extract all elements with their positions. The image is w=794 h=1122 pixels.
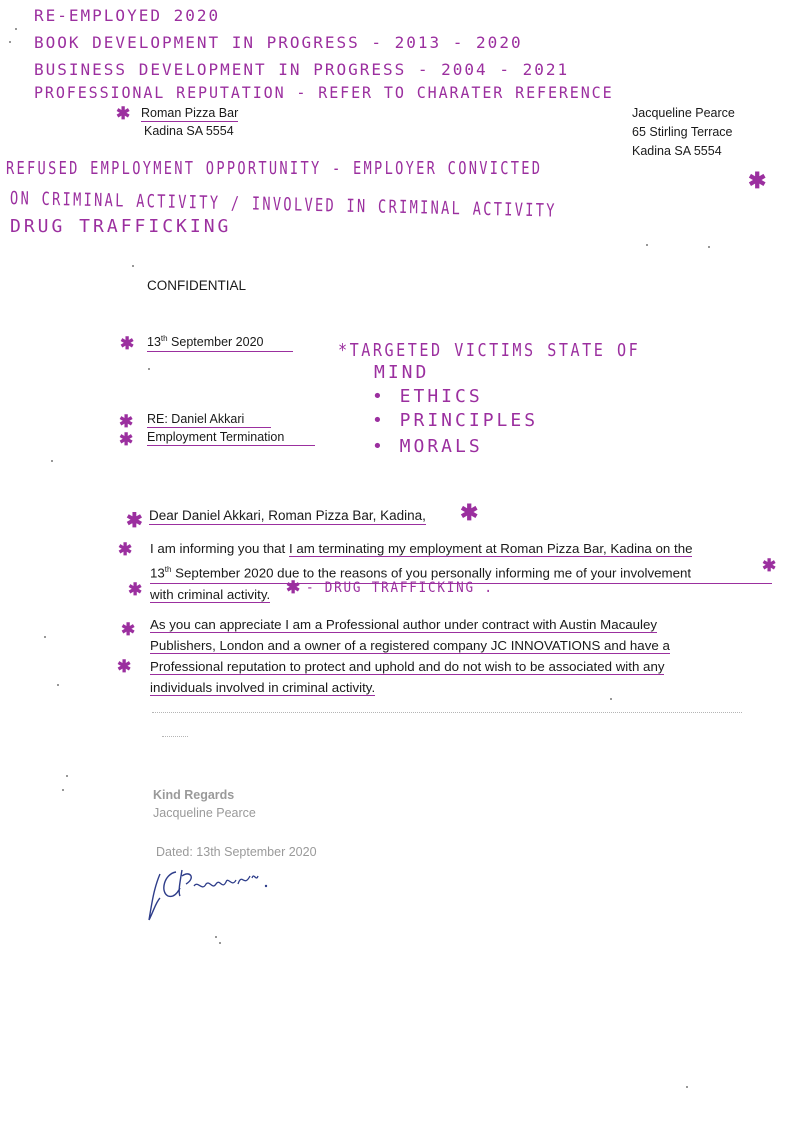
asterisk-mark: ✱ xyxy=(120,334,135,353)
handwritten-side-line-1: *TARGETED VICTIMS STATE OF xyxy=(338,340,641,361)
signature-graphic xyxy=(146,862,276,924)
scan-speck xyxy=(148,368,150,370)
handwritten-side-line-5: • MORALS xyxy=(372,436,483,457)
scan-speck xyxy=(66,775,68,777)
asterisk-mark: ✱ xyxy=(762,556,777,575)
scan-speck xyxy=(9,41,11,43)
asterisk-mark: ✱ xyxy=(286,578,301,597)
asterisk-mark: ✱ xyxy=(748,168,767,193)
handwritten-header-line-2: BOOK DEVELOPMENT IN PROGRESS - 2013 - 2020 xyxy=(34,33,523,52)
scan-speck xyxy=(62,789,64,791)
scan-speck xyxy=(51,460,53,462)
faded-text-line xyxy=(152,712,742,715)
asterisk-mark: ✱ xyxy=(116,104,131,123)
paragraph-2-line-3 xyxy=(150,656,790,677)
asterisk-mark: ✱ xyxy=(118,540,133,559)
scan-speck xyxy=(215,936,217,938)
paragraph-2-line-1-text: As you can appreciate I am a Professional author under contract with Austin Macauley xyxy=(150,617,658,632)
recipient-name: Roman Pizza Bar xyxy=(141,106,239,120)
sender-street: 65 Stirling Terrace xyxy=(632,125,733,139)
asterisk-mark: ✱ xyxy=(119,430,134,449)
scan-speck xyxy=(132,265,134,267)
paragraph-1-lead: I am informing you that xyxy=(150,541,289,556)
handwritten-side-line-3: • ETHICS xyxy=(372,386,483,407)
scan-speck xyxy=(686,1086,688,1088)
sender-city: Kadina SA 5554 xyxy=(632,144,722,158)
scan-speck xyxy=(15,28,17,30)
paragraph-1-key-statement: I am terminating my employment at Roman Pizza Bar, Kadina on the xyxy=(288,541,693,556)
paragraph-1-line-2-text: September 2020 due to the reasons of you personally informing me of your involvement xyxy=(171,565,692,581)
asterisk-mark: ✱ xyxy=(126,510,143,532)
letter-date xyxy=(147,334,293,352)
handwritten-side-line-4: • PRINCIPLES xyxy=(372,410,539,431)
closing: Kind Regards xyxy=(153,788,235,802)
paragraph-1-day: 13 xyxy=(150,565,165,581)
scan-speck xyxy=(44,636,46,638)
asterisk-mark: ✱ xyxy=(117,657,132,676)
signature xyxy=(146,862,276,924)
subject-line: Employment Termination xyxy=(147,430,315,446)
paragraph-2-line-3-text: Professional reputation to protect and uphold and do not wish to be associated with any xyxy=(150,659,665,674)
paragraph-2-line-4-text: individuals involved in criminal activity. xyxy=(150,680,376,695)
handwritten-drug-annotation: - DRUG TRAFFICKING . xyxy=(306,580,494,596)
handwritten-note-line-1: REFUSED EMPLOYMENT OPPORTUNITY - EMPLOYER CONVICTED xyxy=(6,158,543,179)
date-day: 13 xyxy=(147,335,161,350)
scan-speck xyxy=(57,684,59,686)
sender-name: Jacqueline Pearce xyxy=(632,106,735,120)
recipient-address: Kadina SA 5554 xyxy=(144,124,234,138)
date-suffix: th xyxy=(160,334,168,343)
re-line: RE: Daniel Akkari xyxy=(147,412,271,428)
asterisk-mark: ✱ xyxy=(460,500,479,525)
dated-line: Dated: 13th September 2020 xyxy=(156,845,317,859)
handwritten-header-line-4: PROFESSIONAL REPUTATION - REFER TO CHARATER REFERENCE xyxy=(34,83,614,102)
handwritten-note-line-3: DRUG TRAFFICKING xyxy=(10,216,232,237)
closing-name: Jacqueline Pearce xyxy=(153,806,256,820)
date-rest: September 2020 xyxy=(167,335,264,350)
asterisk-mark: ✱ xyxy=(119,412,134,431)
scan-speck xyxy=(708,246,710,248)
asterisk-mark: ✱ xyxy=(121,620,136,639)
paragraph-1-line-1 xyxy=(150,538,790,559)
handwritten-note-line-2: ON CRIMINAL ACTIVITY / INVOLVED IN CRIMINAL ACTIVITY xyxy=(9,188,557,222)
handwritten-header-line-1: RE-EMPLOYED 2020 xyxy=(34,6,221,25)
handwritten-header-line-3: BUSINESS DEVELOPMENT IN PROGRESS - 2004 - 2021 xyxy=(34,60,570,79)
paragraph-2-line-2-text: Publishers, London and a owner of a registered company JC INNOVATIONS and have a xyxy=(150,638,670,653)
confidential-label: CONFIDENTIAL xyxy=(147,278,247,293)
scan-speck xyxy=(219,942,221,944)
handwritten-side-line-2: MIND xyxy=(374,362,430,383)
scan-speck xyxy=(610,698,612,700)
asterisk-mark: ✱ xyxy=(128,580,143,599)
paragraph-2-line-1 xyxy=(150,614,790,635)
scan-speck xyxy=(646,244,648,246)
salutation: Dear Daniel Akkari, Roman Pizza Bar, Kadina, xyxy=(149,508,426,523)
paragraph-1-day-suffix: th xyxy=(164,565,172,574)
faded-text-line xyxy=(162,736,188,739)
paragraph-2 xyxy=(150,614,790,698)
paragraph-2-line-4 xyxy=(150,677,790,698)
paragraph-1-line-3-text: with criminal activity. xyxy=(150,587,271,603)
paragraph-2-line-2 xyxy=(150,635,790,656)
